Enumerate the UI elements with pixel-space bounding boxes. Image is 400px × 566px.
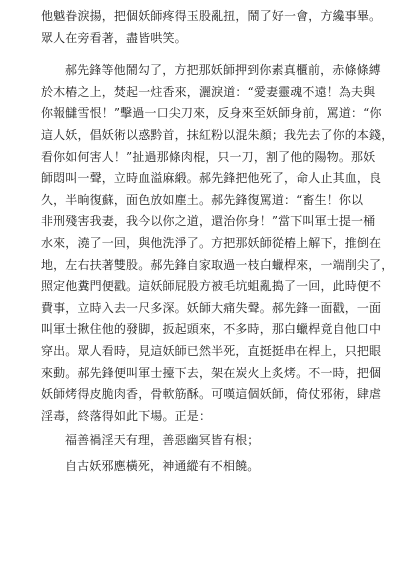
text-line: 久，半晌復蘇，面色放如塵土。郝先鋒復罵道：“畜生！你以 bbox=[41, 192, 364, 207]
poem-verse bbox=[41, 427, 360, 479]
text-line: 照定他糞門便戳。這妖師屁股方被毛坑蛆亂搗了一回，此時便不 bbox=[41, 279, 382, 294]
text-line: 這人妖，倡妖術以惑黔首，抹紅粉以混朱顏；我先去了你的本錢， bbox=[41, 127, 394, 142]
poem-line: 自古妖邪應橫死，神通縱有不相饒。 bbox=[65, 459, 260, 474]
text-line: 穿出。眾人看時，見這妖師已然半死，直挺挺串在桿上，只把眼 bbox=[41, 343, 382, 358]
text-line: 師悶叫一聲，立時血溢麻緞。郝先鋒把他死了，命人止其血，良 bbox=[41, 171, 382, 186]
text-line: 地，左右扶著雙股。郝先鋒自家取過一枝白蠟桿來，一端削尖了， bbox=[41, 257, 394, 272]
paragraph-2 bbox=[41, 60, 394, 427]
text-line: 叫軍士揪住他的發脚，扳起頭來，不多時，那白蠟桿竟自他口中 bbox=[41, 322, 382, 337]
text-line: 郝先鋒等他鬧勾了，方把那妖師押到你素真櫃前，赤條條縛 bbox=[65, 63, 381, 78]
text-line: 於木樁之上，焚起一炷香來，灑淚道：“愛妻靈魂不遠！為夫與 bbox=[41, 84, 376, 99]
text-line: 來動。郝先鋒便叫軍士擡下去，架在炭火上炙烤。不一時，把個 bbox=[41, 365, 382, 380]
text-line: 非刑殘害我妻，我今以你之道，還治你身！”當下叫軍士提一桶 bbox=[41, 214, 376, 229]
text-line: 水來，澆了一回，與他洗淨了。方把那妖師從樁上解下，推倒在 bbox=[41, 235, 382, 250]
text-line: 你報讎雪恨！”擊過一口尖刀來，反身來至妖師身前，罵道：“你 bbox=[41, 106, 382, 121]
paragraph-1 bbox=[41, 6, 382, 49]
text-line: 眾人在旁看著，盡皆哄笑。 bbox=[41, 30, 187, 45]
text-line: 他魆眷淚揚，把個妖師疼得玉股亂扭，鬧了好一會，方纔事畢。 bbox=[41, 9, 382, 23]
text-line: 費事，立時入去一尺多深。妖師大痛失聲。郝先鋒一面戳，一面 bbox=[41, 300, 382, 315]
text-line: 看你如何害人！”扯過那條肉棍，只一刀，割了他的陽物。那妖 bbox=[41, 149, 376, 164]
text-line: 妖師烤得皮脆肉香，骨軟筋酥。可嘆這個妖師，倚仗邪術，肆虐 bbox=[41, 387, 382, 402]
poem-line: 福善禍淫天有理，善惡幽冥皆有根； bbox=[65, 433, 260, 448]
text-line: 淫毒，終落得如此下場。正是： bbox=[41, 408, 212, 423]
